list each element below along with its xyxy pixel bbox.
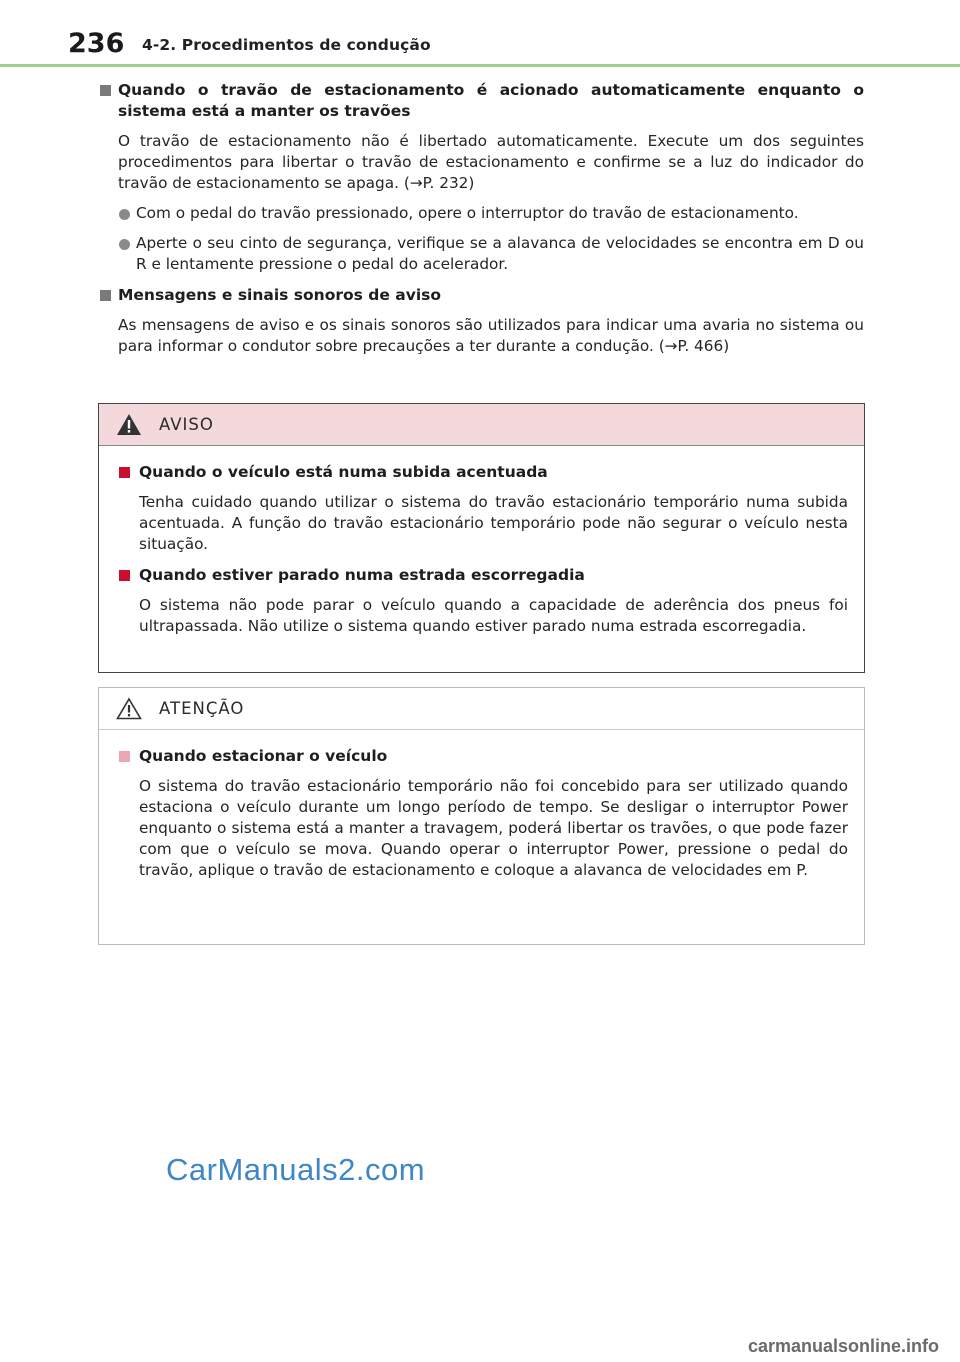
main-content <box>98 80 864 365</box>
section-title-text: Quando o travão de estacionamento é acionado automaticamente enquanto o sistema está a manter os travões <box>118 81 864 120</box>
notice-box-title: ATENÇÃO <box>159 699 245 718</box>
list-item <box>98 203 864 224</box>
section-title <box>98 80 864 122</box>
page-header <box>62 24 902 62</box>
section-title-text: Mensagens e sinais sonoros de aviso <box>118 286 442 304</box>
warning-item-title <box>117 565 848 586</box>
warning-item-text: Tenha cuidado quando utilizar o sistema do travão estacionário temporário numa subida acentuada. A função do travão estacionário temporário pode não segurar o veículo nesta situação. <box>139 493 848 553</box>
watermark: CarManuals2.com <box>166 1152 426 1187</box>
warning-box <box>98 403 865 673</box>
notice-item <box>117 746 848 881</box>
square-bullet-icon <box>119 751 130 762</box>
footer-watermark: carmanualsonline.info <box>748 1336 940 1356</box>
warning-item-title-text: Quando o veículo está numa subida acentuada <box>139 463 548 481</box>
warning-triangle-icon <box>116 413 142 436</box>
square-bullet-icon <box>119 570 130 581</box>
warning-box-title: AVISO <box>159 415 214 434</box>
page-number: 236 <box>68 28 125 59</box>
section-title <box>98 285 864 306</box>
notice-box <box>98 687 865 945</box>
warning-box-header <box>99 404 864 446</box>
circle-bullet-icon <box>119 209 130 220</box>
section-warning-messages <box>98 285 864 357</box>
chapter-title: 4-2. Procedimentos de condução <box>142 36 431 54</box>
warning-triangle-icon <box>116 697 142 720</box>
warning-item <box>117 565 848 637</box>
warning-item <box>117 462 848 555</box>
list-item-text: Com o pedal do travão pressionado, opere o interruptor do travão de estacionamento. <box>136 204 799 222</box>
warning-item-text: O sistema não pode parar o veículo quando a capacidade de aderência dos pneus foi ultrapassada. Não utilize o sistema quando estiver parado numa estrada escorregadia. <box>139 596 848 635</box>
warning-item-title-text: Quando estiver parado numa estrada escorregadia <box>139 566 585 584</box>
warning-item-title <box>117 462 848 483</box>
square-bullet-icon <box>100 290 111 301</box>
notice-item-title-text: Quando estacionar o veículo <box>139 747 388 765</box>
notice-item-text: O sistema do travão estacionário temporário não foi concebido para ser utilizado quando estaciona o veículo durante um longo período de tempo. Se desligar o interruptor Power enquanto o sistema está a manter a travagem, poderá libertar os travões, o que pode fazer com que o veículo se mova. Quando operar o interruptor Power, pressione o pedal do travão, aplique o travão de estacionamento e coloque a alavanca de velocidades em P. <box>139 777 848 879</box>
notice-box-header <box>99 688 864 730</box>
square-bullet-icon <box>119 467 130 478</box>
list-item <box>98 233 864 275</box>
list-item-text: Aperte o seu cinto de segurança, verifique se a alavanca de velocidades se encontra em D ou R e lentamente pressione o pedal do acelerador. <box>136 234 864 273</box>
notice-item-title <box>117 746 848 767</box>
section-paragraph: O travão de estacionamento não é libertado automaticamente. Execute um dos seguintes procedimentos para libertar o travão de estacionamento e confirme se a luz do indicador do travão de estacionamento se apaga. (→P. 232) <box>118 132 864 192</box>
section-paragraph: As mensagens de aviso e os sinais sonoros são utilizados para indicar uma avaria no sistema ou para informar o condutor sobre precauções a ter durante a condução. (→P. 466) <box>118 316 864 355</box>
square-bullet-icon <box>100 85 111 96</box>
circle-bullet-icon <box>119 239 130 250</box>
header-divider <box>0 64 960 67</box>
section-parking-brake <box>98 80 864 275</box>
notice-box-body <box>99 730 864 881</box>
warning-box-body <box>99 446 864 637</box>
